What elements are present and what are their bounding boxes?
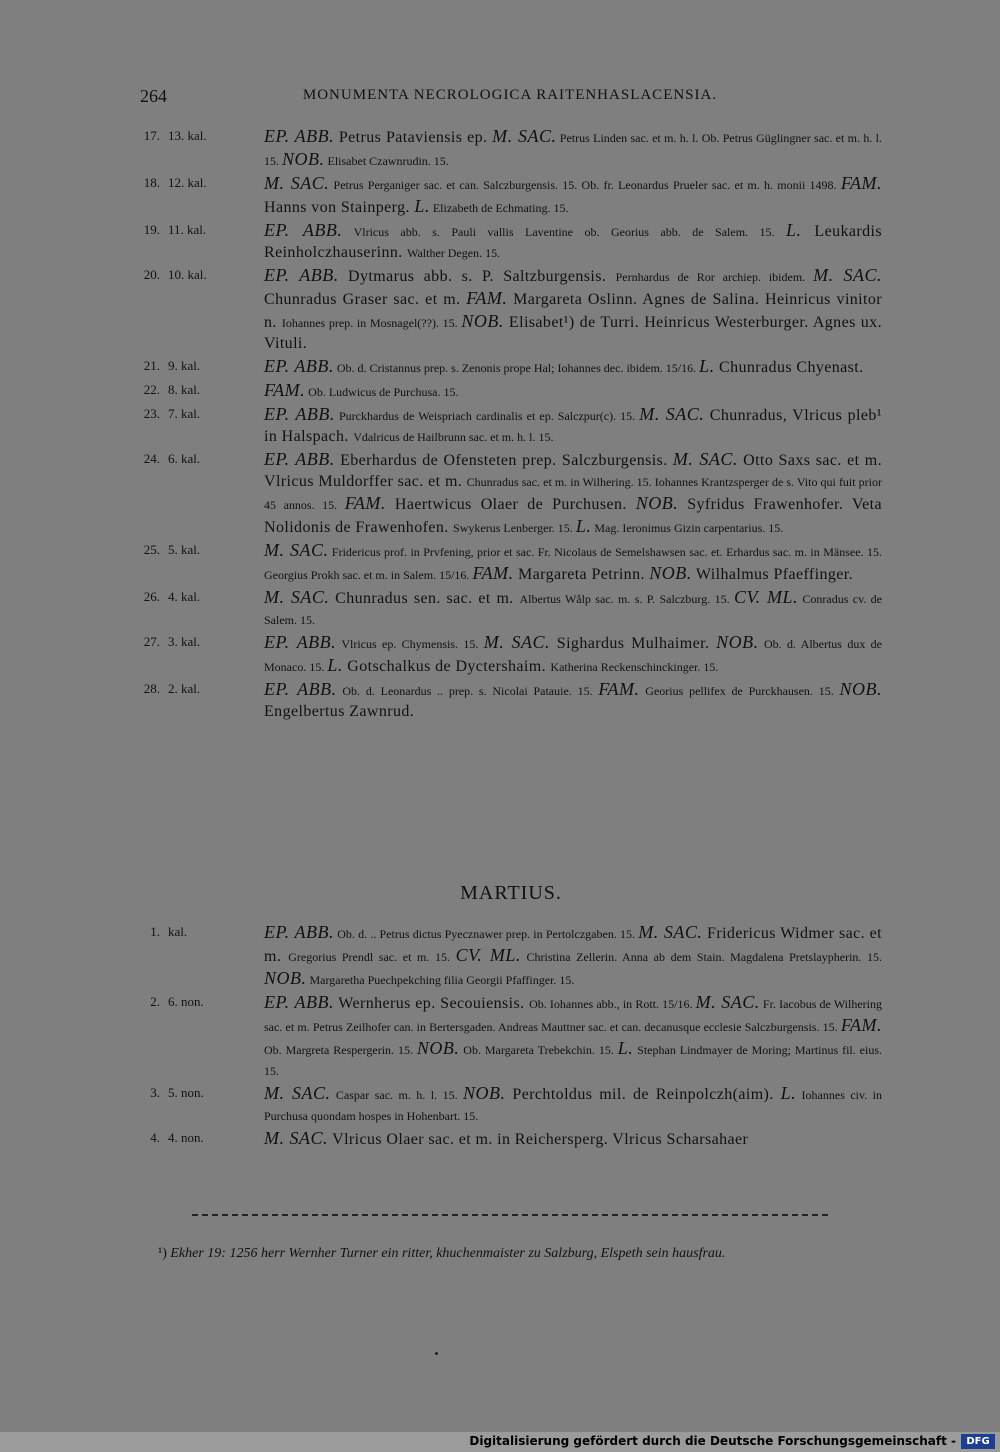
category-heading: NOB. [635,493,679,513]
necrology-entry [140,632,882,678]
entry-text [264,126,882,172]
category-heading: NOB. [463,1083,506,1103]
category-heading: NOB. [264,968,307,988]
necrology-entry [140,449,882,539]
entry-number: 22. [143,382,160,397]
entry-segment: Chunradus Chyenast. [714,359,864,376]
entry-text [264,632,882,678]
entry-segment: Margareta Oslinn. Agnes de Salina. Heinricus vinitor n. [264,291,883,331]
necrology-entry [140,356,882,379]
entry-text [264,1083,882,1127]
running-title: MONUMENTA NECROLOGICA RAITENHASLACENSIA. [302,87,718,103]
dfg-banner-text: Digitalisierung gefördert durch die Deutsche Forschungsgemeinschaft - [469,1434,956,1448]
necrology-entry [140,380,882,403]
entry-date: 13. kal. [168,128,207,143]
entry-segment: Petrus Linden sac. et m. h. l. Ob. Petrus Güglingner sac. et m. h. l. 15. [264,131,882,168]
entry-segment: Wilhalmus Pfaeffinger. [691,566,854,583]
category-heading: NOB. [716,632,759,652]
entry-segment: Ob. Margareta Trebekchin. 15. [459,1043,618,1057]
entry-text [264,992,882,1082]
necrology-entry [140,265,882,355]
necrology-entry [140,587,882,631]
entry-number: 26. [143,589,160,604]
category-heading: EP. ABB. [264,404,335,424]
category-heading: EP. ABB. [264,449,335,469]
category-heading: FAM. [840,1015,882,1035]
entry-date: 9. kal. [168,358,201,373]
entry-date: 3. kal. [168,634,201,649]
category-heading: M. SAC. [695,992,760,1012]
category-heading: M. SAC. [264,587,330,607]
necrology-entry [140,220,882,264]
necrology-entry [140,1128,882,1151]
entry-segment: Caspar sac. m. h. l. 15. [330,1088,464,1102]
footnote [140,1244,882,1264]
march-entries [140,922,882,1152]
entry-segment: Fridericus Widmer sac. et m. [264,925,883,965]
entry-segment: Engelbertus Zawnrud. [264,703,415,720]
entry-segment: Purckhardus de Weispriach cardinalis et ep. Salczpur(c). 15. [334,409,640,423]
necrology-entry [140,992,882,1082]
category-heading: L. [780,1083,797,1103]
entry-text [264,173,882,219]
entry-date: kal. [168,924,188,939]
entry-date: 5. kal. [168,542,201,557]
entry-segment: Stephan Lindmayer de Moring; Martinus fil. eius. 15. [264,1043,882,1078]
entry-segment: Chunradus Graser sac. et m. [264,291,467,308]
entry-segment: Syfridus Frawenhofer. Veta Nolidonis de Frawenhofen. [264,496,883,536]
entry-date: 5. non. [168,1085,204,1100]
category-heading: L. [617,1038,634,1058]
entry-segment: Wernherus ep. Secouiensis. [333,995,530,1012]
entry-segment: Petrus Pataviensis ep. [334,129,493,146]
entry-date: 6. kal. [168,451,201,466]
entry-segment: Perchtoldus mil. de Reinpolczh(aim). [505,1086,781,1103]
category-heading: M. SAC. [264,540,329,560]
necrology-entry [140,404,882,448]
category-heading: M. SAC. [264,1128,328,1148]
entry-number: 25. [143,542,160,557]
category-heading: M. SAC. [638,922,703,942]
entry-text [264,679,882,723]
category-heading: M. SAC. [483,632,551,652]
entry-segment: Margareta Petrinn. [513,566,650,583]
category-heading: M. SAC. [639,404,705,424]
necrology-entry [140,540,882,586]
entry-text [264,1128,882,1151]
category-heading: EP. ABB. [264,265,339,285]
category-heading: EP. ABB. [264,220,343,240]
necrology-entry [140,1083,882,1127]
entry-date: 4. non. [168,1130,204,1145]
entry-segment: Vdalricus de Hailbrunn sac. et m. h. l. 15. [353,430,554,444]
entry-text [264,922,882,991]
entry-text [264,380,882,403]
entry-segment: Walther Degen. 15. [407,246,501,260]
category-heading: M. SAC. [813,265,882,285]
entry-segment: Conradus cv. de Salem. 15. [264,592,883,627]
dfg-banner [0,1432,1000,1452]
necrology-entry [140,126,882,172]
category-heading: L. [327,655,343,675]
entry-number: 24. [143,451,160,466]
category-heading: L. [575,516,592,536]
entry-number: 19. [143,222,160,237]
entry-segment: Chunradus sac. et m. in Wilhering. 15. Iohannes Krantzsperger de s. Vito qui fuit prior 45 annos. 15. [264,475,882,512]
entry-number: 21. [143,358,160,373]
category-heading: NOB. [649,563,692,583]
entry-text [264,356,882,379]
category-heading: FAM. [472,563,514,583]
entry-segment: Albertus Wålp sac. m. s. P. Salczburg. 15. [519,592,734,606]
entry-number: 4. [150,1130,160,1145]
entry-segment: Elisabet¹) de Turri. Heinricus Westerburger. Agnes ux. Vituli. [264,314,883,352]
category-heading: NOB. [416,1038,460,1058]
page-header [140,86,880,110]
entry-text [264,265,882,355]
category-heading: M. SAC. [492,126,557,146]
footnote-text: Ekher 19: 1256 herr Wernher Turner ein ritter, khuchenmaister zu Salzburg, Elspeth sein hausfrau. [166,1246,726,1261]
category-heading: EP. ABB. [264,632,337,652]
entry-segment: Ob. Iohannes abb., in Rott. 15/16. [529,997,696,1011]
category-heading: NOB. [282,149,325,169]
entry-segment: Vlricus ep. Chymensis. 15. [336,637,484,651]
entry-date: 10. kal. [168,267,207,282]
dfg-logo-icon: DFG [961,1434,995,1449]
entry-segment: Georius pellifex de Purckhausen. 15. [639,684,840,698]
entry-number: 20. [143,267,160,282]
entry-number: 1. [150,924,160,939]
entry-segment: Pernhardus de Ror archiep. ibidem. [615,270,814,284]
footnote-mark: ¹) [158,1246,167,1261]
entry-segment: Dytmarus abb. s. P. Saltzburgensis. [338,268,616,285]
entry-date: 7. kal. [168,406,201,421]
category-heading: EP. ABB. [264,679,337,699]
category-heading: EP. ABB. [264,356,334,376]
category-heading: CV. ML. [733,587,799,607]
entry-segment: Chunradus sen. sac. et m. [329,590,520,607]
february-entries [140,126,882,724]
category-heading: EP. ABB. [264,922,335,942]
entry-segment: Sighardus Mulhaimer. [550,635,717,652]
category-heading: EP. ABB. [264,992,334,1012]
entry-segment: Swykerus Lenberger. 15. [453,521,576,535]
entry-segment: Katherina Reckenschinckinger. 15. [550,660,719,674]
category-heading: L. [699,356,715,376]
entry-segment: Elizabeth de Echmating. 15. [429,201,569,215]
category-heading: FAM. [264,380,306,400]
category-heading: FAM. [344,493,386,513]
entry-segment: Iohannes civ. in Purchusa quondam hospes in Hohenbart. 15. [264,1088,883,1123]
entry-date: 6. non. [168,994,204,1009]
category-heading: M. SAC. [264,1083,331,1103]
entry-segment: Eberhardus de Ofensteten prep. Salczburgensis. [334,452,673,469]
entry-number: 3. [150,1085,160,1100]
entry-text [264,540,882,586]
entry-segment: Chunradus, Vlricus pleb¹ in Halspach. [264,407,883,445]
entry-date: 2. kal. [168,681,201,696]
entry-segment: Vlricus abb. s. Pauli vallis Laventine ob. Georius abb. de Salem. 15. [342,225,787,239]
category-heading: L. [414,196,430,216]
category-heading: M. SAC. [264,173,330,193]
entry-segment: Petrus Perganiger sac. et can. Salczburgensis. 15. Ob. fr. Leonardus Prueler sac. et m. h. monii 1498. [329,178,841,192]
stray-mark [435,1352,438,1355]
entry-segment: Haertwicus Olaer de Purchusen. [385,496,636,513]
category-heading: L. [786,220,802,240]
entry-date: 8. kal. [168,382,201,397]
necrology-entry [140,679,882,723]
category-heading: NOB. [839,679,882,699]
entry-date: 12. kal. [168,175,207,190]
entry-segment: Ob. d. Cristannus prep. s. Zenonis prope Hal; Iohannes dec. ibidem. 15/16. [333,361,700,375]
entry-number: 23. [143,406,160,421]
necrology-entry [140,922,882,991]
category-heading: FAM. [598,679,640,699]
category-heading: FAM. [840,173,882,193]
entry-number: 18. [143,175,160,190]
entry-segment: Ob. d. Leonardus .. prep. s. Nicolai Patauie. 15. [336,684,599,698]
entry-segment: Elisabet Czawnrudin. 15. [324,154,449,168]
entry-text [264,220,882,264]
entry-segment: Margaretha Puechpekching filia Georgii Pfaffinger. 15. [306,973,575,987]
entry-text [264,404,882,448]
entry-segment: Ob. d. Albertus dux de Monaco. 15. [264,637,883,674]
page-number: 264 [140,86,167,106]
category-heading: M. SAC. [672,449,738,469]
entry-number: 28. [143,681,160,696]
section-heading-martius: MARTIUS. [460,882,562,904]
entry-segment: Fr. Iacobus de Wilhering sac. et m. Petrus Zeilhofer can. in Bertersgaden. Andreas Mauttner sac. et can. decanusque ecclesie Salczburgensis. 15. [264,997,882,1034]
entry-segment: Iohannes prep. in Mosnagel(??). 15. [281,316,462,330]
entry-text [264,587,882,631]
entry-segment: Christina Zellerin. Anna ab dem Stain. Magdalena Pretslaypherin. 15. [520,950,883,964]
entry-date: 11. kal. [168,222,207,237]
category-heading: NOB. [461,311,504,331]
entry-date: 4. kal. [168,589,201,604]
category-heading: FAM. [466,288,508,308]
entry-segment: Ob. Ludwicus de Purchusa. 15. [305,385,459,399]
entry-number: 17. [143,128,160,143]
entry-segment: Gregorius Prendl sac. et m. 15. [288,950,456,964]
entry-segment: Vlricus Olaer sac. et m. in Reichersperg. Vlricus Scharsahaer [328,1131,749,1148]
category-heading: EP. ABB. [264,126,335,146]
entry-segment: Fridericus prof. in Prvfening, prior et sac. Fr. Nicolaus de Semelshawsen sac. et. Erhardus sac. m. in Mänsee. 15. Georgius Prokh sac. et m. in Salem. 15/16. [264,545,882,582]
separator-rule [192,1214,828,1216]
entry-text [264,449,882,539]
entry-number: 27. [143,634,160,649]
entry-number: 2. [150,994,160,1009]
necrology-entry [140,173,882,219]
entry-segment: Gotschalkus de Dyctershaim. [342,658,551,675]
entry-segment: Mag. Ieronimus Gizin carpentarius. 15. [591,521,784,535]
entry-segment: Leukardis Reinholczhauserinn. [264,223,882,261]
category-heading: CV. ML. [455,945,521,965]
entry-segment: Ob. d. .. Petrus dictus Pyecznawer prep. in Pertolczgaben. 15. [334,927,639,941]
entry-segment: Ob. Margreta Respergerin. 15. [264,1043,417,1057]
entry-segment: Otto Saxs sac. et m. Vlricus Muldorffer sac. et m. [264,452,882,490]
entry-segment: Hanns von Stainperg. [264,199,415,216]
